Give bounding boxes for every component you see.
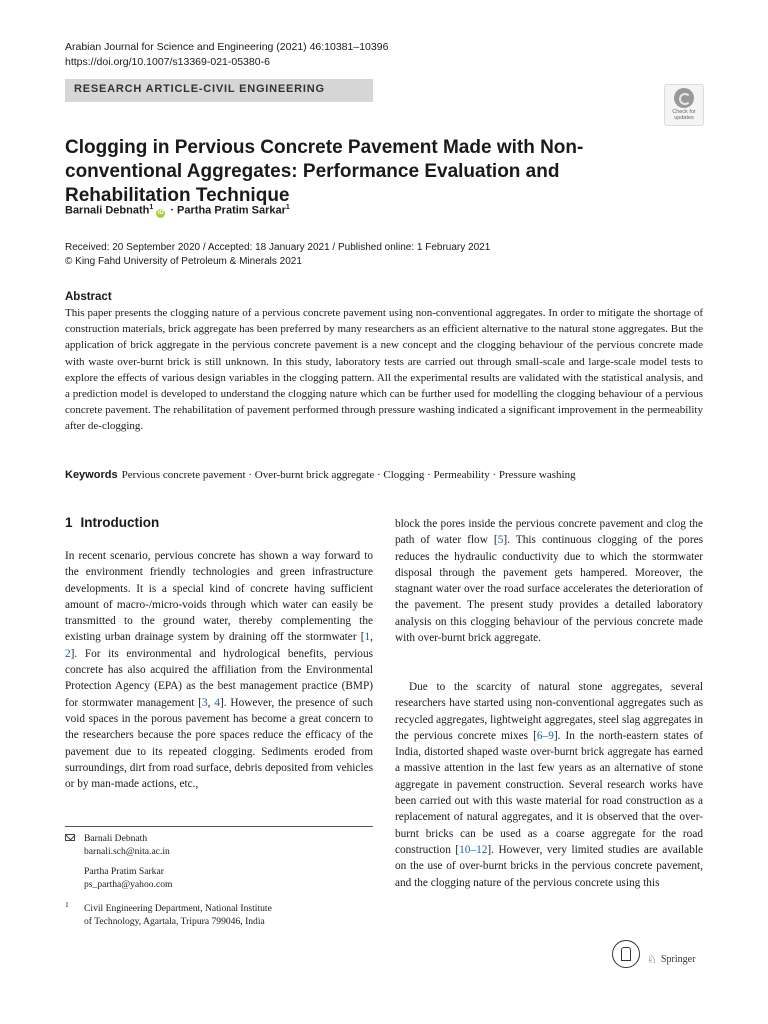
body-text: ]. For its environmental and hydrological benefits, pervious concrete has also acquired the affiliation from the Environmental Protection Agency (EPA) as the best management practice (BMP) for stormwater management [ xyxy=(65,647,373,709)
body-text: ]. However, the presence of such void spaces in the porous pavement has become a great concern to the researchers because the pore spaces reduce the efficacy of the pavement due to its repeated clogging. Sediments eroded from surroundings, dirt from road surface, debris deposited from vehicles or by man-made actions, etc., xyxy=(65,696,373,791)
body-text: In recent scenario, pervious concrete has shown a way forward to the environment friendly technologies and green infrastructure developments. It is a special kind of concrete having sufficient amount of macro-/micro-voids through which water can easily be transmitted to the ground water, thereby complementing the existing urban drainage system by draining off the stormwater [ xyxy=(65,550,373,644)
copyright-line: © King Fahd University of Petroleum & Minerals 2021 xyxy=(65,256,302,267)
mail-icon xyxy=(65,834,75,841)
footnote-divider xyxy=(65,826,373,827)
orcid-icon[interactable]: iD xyxy=(157,209,164,216)
paper-title: Clogging in Pervious Concrete Pavement Made with Non-conventional Aggregates: Performance Evaluation and Rehabilitation Technique xyxy=(65,137,584,206)
affiliation-marker: 1 xyxy=(149,204,154,211)
date-history: Received: 20 September 2020 / Accepted: 18 January 2021 / Published online: 1 February 2021 xyxy=(65,242,491,253)
publication-history xyxy=(65,241,490,269)
body-paragraph xyxy=(395,679,703,891)
citation-link[interactable]: 2 xyxy=(65,647,71,660)
citation-link[interactable]: 3 xyxy=(202,696,208,709)
society-logo-icon xyxy=(612,940,640,968)
publisher-name: Springer xyxy=(661,954,696,965)
body-text: block the pores inside the pervious concrete pavement and clog the path of water flow [ xyxy=(395,518,703,547)
section-title: Introduction xyxy=(80,515,160,530)
article-category: RESEARCH ARTICLE-CIVIL ENGINEERING xyxy=(74,83,325,95)
check-for-updates-badge[interactable] xyxy=(664,84,704,126)
citation-link[interactable]: 4 xyxy=(214,696,220,709)
abstract-heading: Abstract xyxy=(65,291,112,303)
badge-text-line2: updates xyxy=(674,115,694,121)
author-name[interactable]: Barnali Debnath xyxy=(65,204,150,217)
keywords-line xyxy=(65,469,576,481)
citation-link[interactable]: 1 xyxy=(364,631,371,644)
doi-link[interactable]: https://doi.org/10.1007/s13369-021-05380-6 xyxy=(65,56,270,68)
journal-info xyxy=(65,40,388,70)
journal-citation: Arabian Journal for Science and Engineering (2021) 46:10381–10396 xyxy=(65,41,389,53)
affiliation-line: Civil Engineering Department, National Institute xyxy=(84,903,272,914)
author-footnote xyxy=(84,865,173,891)
author-name[interactable]: Partha Pratim Sarkar xyxy=(177,204,286,217)
crossmark-icon xyxy=(674,88,694,108)
affiliation-line: of Technology, Agartala, Tripura 799046, India xyxy=(84,916,265,927)
author-separator: · xyxy=(167,204,178,217)
body-text: Due to the scarcity of natural stone aggregates, several researchers have started using non-conventional aggregates such as recycled aggregates, lightweight aggregates, steel slag aggregates in the pervious concrete mixes [ xyxy=(395,681,703,742)
body-text: , xyxy=(207,696,215,709)
body-text: , xyxy=(370,631,373,644)
footnote-email[interactable]: barnali.sch@nita.ac.in xyxy=(84,846,170,857)
affiliation-number: 1 xyxy=(65,900,69,909)
body-paragraph xyxy=(395,516,703,646)
keywords-text: Pervious concrete pavement · Over-burnt brick aggregate · Clogging · Permeability · Pressure washing xyxy=(121,469,576,481)
corresponding-author-footnote xyxy=(84,832,170,858)
body-text: ]. However, very limited studies are available on the use of over-burnt bricks in the pervious concrete pavement, and the clogging nature of the pervious concrete using this xyxy=(395,843,704,889)
affiliation-marker: 1 xyxy=(285,204,290,211)
body-text: ]. This continuous clogging of the pores reduces the hydraulic conductivity due to which the stormwater disposal through the pavement gets hampered. Moreover, the stagnant water over the road surface accelerates the deterioration of the pavement. The present study provides a detailed laboratory analysis on this clogging behaviour of the pervious concrete made with over-burnt brick aggregate. xyxy=(395,534,703,645)
footnote-author-name: Barnali Debnath xyxy=(84,833,148,844)
keywords-label: Keywords xyxy=(65,469,118,481)
article-category-bar xyxy=(65,79,373,102)
springer-horse-icon: ♘ xyxy=(647,954,657,966)
badge-text-line1: Check for xyxy=(672,109,696,115)
affiliation-footnote xyxy=(84,902,272,928)
section-heading xyxy=(65,515,159,530)
footnote-email[interactable]: ps_partha@yahoo.com xyxy=(84,879,173,890)
author-list xyxy=(65,204,290,218)
section-number: 1 xyxy=(65,515,73,530)
citation-link[interactable]: 10–12 xyxy=(459,843,488,856)
footnote-author-name: Partha Pratim Sarkar xyxy=(84,866,164,877)
citation-link[interactable]: 5 xyxy=(497,534,504,547)
body-text: ]. In the north-eastern states of India, distorted shaped waste over-burnt brick aggregate has earned a massive attention in the last few years as an alternative of stone aggregate in pavement construction. Several research works have been carried out with this waste material for road construction as a replacement of natural aggregates, and it is observed that the over-burnt bricks can be used as a coarse aggregate for the road construction [ xyxy=(395,729,703,856)
abstract-text: This paper presents the clogging nature of a pervious concrete pavement using non-conventional aggregates. In order to mitigate the shortage of construction materials, brick aggregate has been preferred by many researchers as an efficient alternative to the natural stone aggregates. But the application of brick aggregate in the pervious concrete pavement is a new concept and the clogging behaviour of the pervious concrete made with waste over-burnt brick is still unknown. In this study, laboratory tests are carried out through small-scale and large-scale model tests to explore the effects of various design variables in the clogging pattern. All the experimental results are validated with the statistical analysis, and a prediction model is developed to understand the clogging nature which can be further used for modelling the clogging behaviour of a pervious concrete pavement. The rehabilitation of pavement performed through pressure washing indicated a significant improvement in the permeability after de-clogging. xyxy=(65,307,703,433)
citation-link[interactable]: 6–9 xyxy=(536,729,554,742)
body-paragraph xyxy=(65,548,373,792)
